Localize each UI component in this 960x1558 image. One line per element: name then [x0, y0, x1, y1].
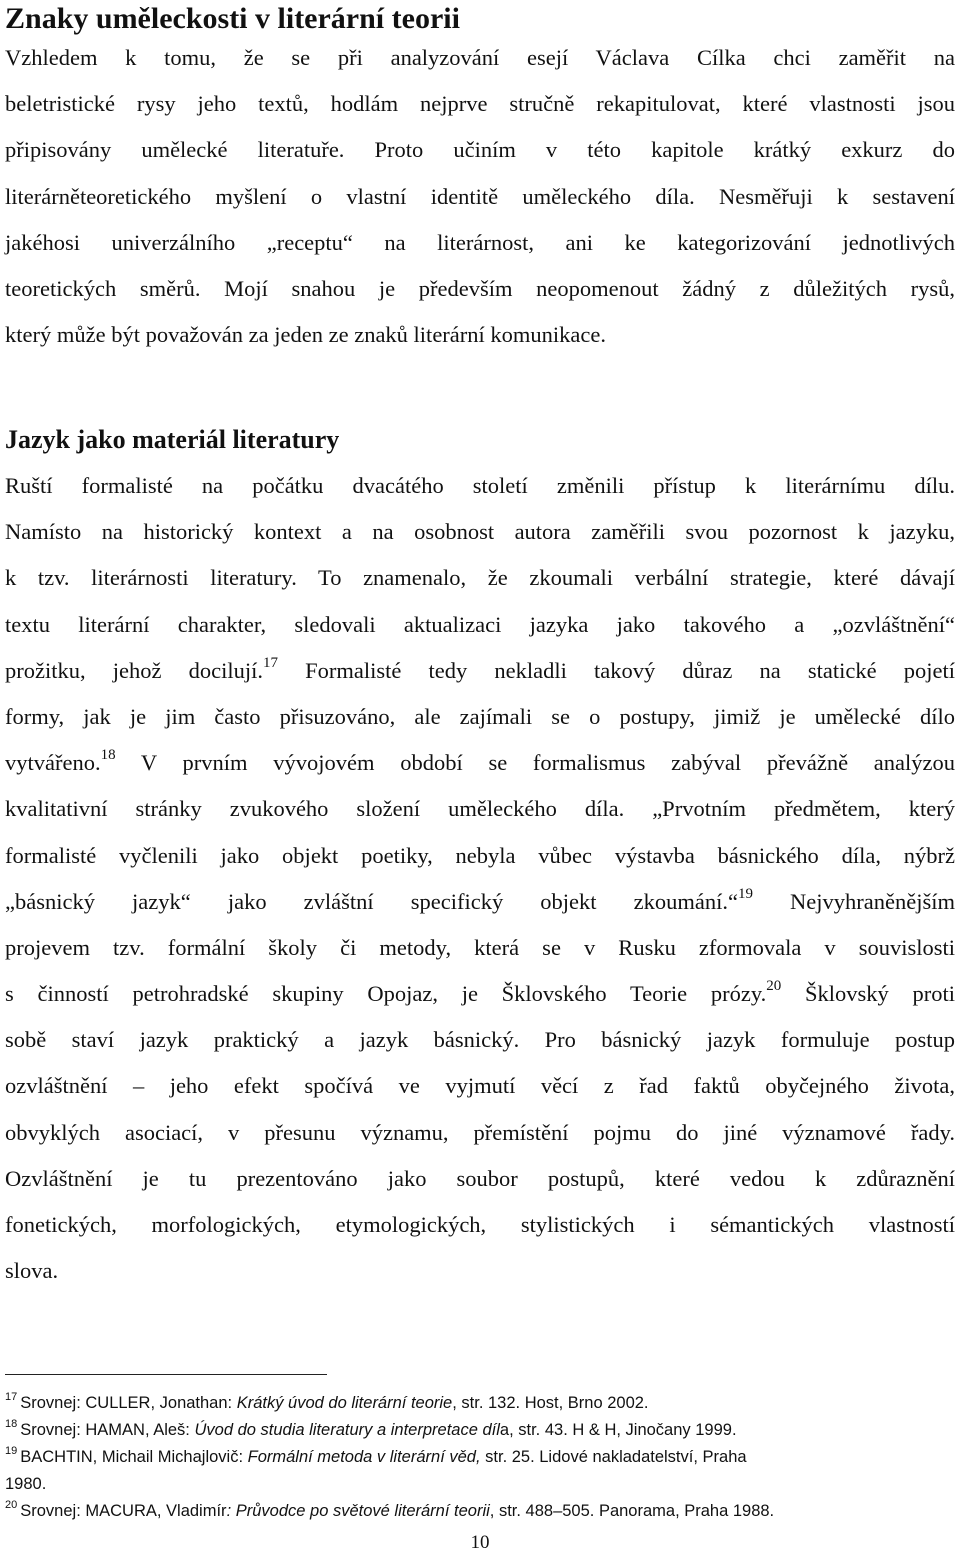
footnote-text: Srovnej: MACURA, Vladimír [20, 1502, 227, 1520]
footnote-ref-18[interactable]: 18 [100, 747, 116, 764]
footnote-18 [5, 1417, 960, 1444]
text-line [5, 971, 955, 1017]
footnote-text: Srovnej: HAMAN, Aleš: [20, 1421, 195, 1439]
text-line: Vzhledem k tomu, že se při analyzování esejí Václava Cílka chci zaměřit na [5, 45, 955, 70]
footnote-title: Formální metoda v literární věd, [247, 1448, 481, 1466]
text-segment: Šklovský proti [781, 981, 955, 1007]
footnote-number: 17 [5, 1391, 18, 1403]
footnote-ref-20[interactable]: 20 [766, 978, 782, 995]
text-line [5, 648, 955, 694]
text-line: fonetických, morfologických, etymologických, stylistických i sémantických vlastností [5, 1212, 955, 1237]
section-heading: Jazyk jako materiál literatury [5, 425, 340, 454]
text-line: formalisté vyčlenili jako objekt poetiky, nebyla vůbec výstavba básnického díla, nýbrž [5, 842, 955, 868]
text-line: Namísto na historický kontext a na osobnost autora zaměřili svou pozornost k jazyku, [5, 519, 955, 545]
footnote-text: str. 25. Lidové nakladatelství, Praha [480, 1448, 747, 1466]
text-line: který může být považován za jeden ze znaků literární komunikace. [5, 322, 606, 348]
text-line: formy, jak je jim často přisuzováno, ale zajímali se o postupy, jimiž je umělecké dílo [5, 703, 955, 729]
page-number: 10 [470, 1532, 490, 1553]
footnote-number: 20 [5, 1499, 18, 1511]
footnote-ref-17[interactable]: 17 [263, 654, 278, 671]
text-segment: prožitku, jehož docilují. [5, 657, 263, 683]
text-line: ozvláštnění – jeho efekt spočívá ve vyjmutí věcí z řad faktů obyčejného života, [5, 1073, 955, 1099]
body-paragraph [5, 463, 955, 1294]
footnote-17 [5, 1390, 960, 1417]
text-segment: vytvářeno. [5, 750, 101, 776]
text-segment: Nejvyhraněnějším [752, 888, 956, 914]
text-line: jakéhosi univerzálního „receptu“ na literárnost, ani ke kategorizování jednotlivých [5, 229, 955, 255]
text-line: kvalitativní stránky zvukového složení uměleckého díla. „Prvotním předmětem, který [5, 796, 955, 822]
text-line: textu literární charakter, sledovali aktualizaci jazyka jako takového a „ozvláštnění“ [5, 611, 955, 637]
footnote-title: Úvod do studia literatury a interpretace díl [194, 1421, 500, 1439]
footnote-text: , str. 132. Host, Brno 2002. [452, 1394, 649, 1412]
text-line: teoretických směrů. Mojí snahou je především neopomenout žádný z důležitých rysů, [5, 275, 955, 301]
text-segment: Formalisté tedy nekladli takový důraz na statické pojetí [278, 657, 956, 683]
footnote-number: 19 [5, 1445, 18, 1457]
text-line [5, 879, 955, 925]
text-line: sobě staví jazyk praktický a jazyk básnický. Pro básnický jazyk formuluje postup [5, 1027, 955, 1053]
footnote-separator [5, 1374, 327, 1375]
footnote-text: a, str. 43. H & H, Jinočany 1999. [499, 1421, 737, 1439]
text-line: slova. [5, 1258, 59, 1284]
intro-paragraph [5, 35, 955, 358]
footnote-20 [5, 1498, 960, 1525]
text-line: k tzv. literárnosti literatury. To znamenalo, že zkoumali verbální strategie, které dávají [5, 565, 955, 591]
footnote-19-continued: 1980. [5, 1475, 47, 1493]
text-segment: „básnický jazyk“ jako zvláštní specifický objekt zkoumání.“ [5, 888, 738, 914]
text-line: Ozvláštnění je tu prezentováno jako soubor postupů, které vedou k zdůraznění [5, 1165, 955, 1191]
footnote-title: : Průvodce po světové literární teorii [226, 1502, 490, 1520]
footnote-19 [5, 1444, 960, 1471]
text-line: obvyklých asociací, v přesunu významu, přemístění pojmu do jiné významové řady. [5, 1119, 955, 1145]
footnote-ref-19[interactable]: 19 [737, 885, 753, 902]
text-line: připisovány umělecké literatuře. Proto učiním v této kapitole krátký exkurz do [5, 137, 955, 163]
footnote-text: Srovnej: CULLER, Jonathan: [20, 1394, 237, 1412]
text-line: beletristické rysy jeho textů, hodlám nejprve stručně rekapitulovat, které vlastnosti jsou [5, 91, 955, 117]
footnote-text: BACHTIN, Michail Michajlovič: [20, 1448, 248, 1466]
footnote-number: 18 [5, 1418, 18, 1430]
text-segment: V prvním vývojovém období se formalismus zabýval převážně analýzou [115, 750, 955, 776]
footnote-title: Krátký úvod do literární teorie [236, 1394, 453, 1412]
footnote-text: , str. 488–505. Panorama, Praha 1988. [489, 1502, 775, 1520]
text-line: literárněteoretického myšlení o vlastní identitě uměleckého díla. Nesměřuji k sestavení [5, 183, 955, 209]
text-line: Ruští formalisté na počátku dvacátého století změnili přístup k literárnímu dílu. [5, 473, 955, 498]
footnotes [5, 1390, 960, 1525]
text-line: projevem tzv. formální školy či metody, která se v Rusku zformovala v souvislosti [5, 934, 955, 960]
text-line [5, 740, 955, 786]
chapter-heading: Znaky uměleckosti v literární teorii [5, 2, 460, 35]
text-segment: s činností petrohradské skupiny Opojaz, je Šklovského Teorie prózy. [5, 981, 767, 1007]
